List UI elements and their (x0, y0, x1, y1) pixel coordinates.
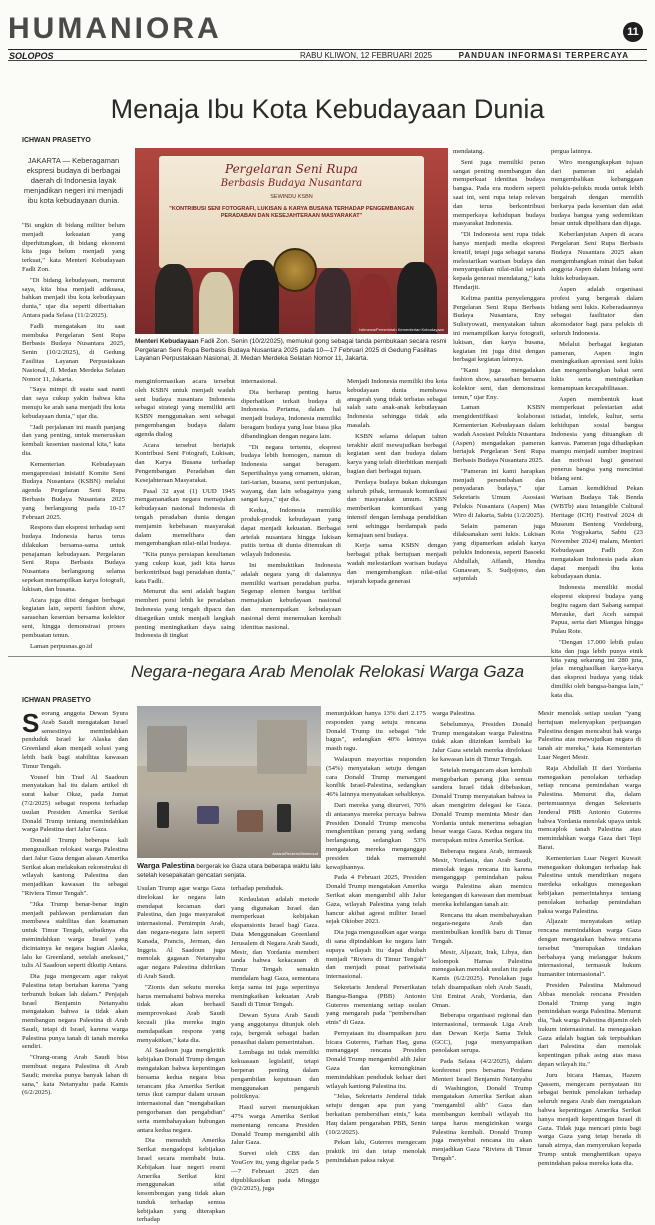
paragraph: Raja Abdullah II dari Yordania menegaskan penolakan terhadap setiap rencana pemindahan warga Palestina. Menurut dia, dalam pertemuannya dengan Sekretaris Jenderal PBB Antonio Guterres bahwa Yordania menolak upaya untuk mencaplok tanah Palestina atau memindahkan warga Gaza dari Tepi Barat. (538, 764, 641, 851)
paragraph: Menjadi Indonesia memiliki ibu kota kebudayaan dunia membawa anugerah yang tidak terbatas sebagai salah satu anak-anak kebudayaan Indonesia sehingga tidak ada masalah. (347, 378, 447, 429)
article1-caption (135, 338, 448, 364)
paragraph: Hasil survei menunjukkan 47% warga Amerika Serikat menentang rencana Presiden Donald Trump mengambil alih Jalur Gaza. (231, 1104, 319, 1147)
caption-text: bergerak ke Gaza utara beberapa waktu lalu setelah kesepakatan gencatan senjata. (137, 863, 321, 879)
paragraph: Kedaulatan adalah metode yang digunakan Israel dan memperkuat kebijakan ekspansionis Israel bagi Gaza. Data Menggunakan Greenland Jerusalem di Negara Arab Saudi, Mesir, dan Yordania memberi tanda bahwa kekacauan di Timur Tengah semakin mendalam bagi Gaza, sementara kerja sama ini juga sepertinya meningkatkan kekuatan Arab Saudi di Timur Tengah. (231, 895, 319, 1009)
paragraph: Dia berharap penting harus diperhatikan terkait budaya di Indonesia. Pertama, dalam hal menjadi budaya, Indonesia memiliki beragam budaya yang luar biasa jika dibandingkan dengan negara lain. (241, 388, 341, 440)
article1-lead: JAKARTA — Keberagaman ekspresi budaya di berbagai daerah di Indonesia layak menjadikan negeri ini menjadi ibu kota kebudayaan dunia. (23, 156, 124, 205)
person-figure (397, 262, 437, 334)
paragraph: Acara tersebut bertajuk Kontribusi Seni Fotografi, Lukisan, dan Karya Busana terhadap Pengembangan Peradaban dan Kesejahteraan Masyarakat. (135, 441, 235, 484)
paragraph: "Jika Trump benar-benar ingin menjadi pahlawan perdamaian dan membawa stabilitas dan keamanan untuk Timur Tengah, sebaiknya dia memindahkan warga Israel yang dicintainya ke negara bagian Alaska, lalu ke Greenland, setelah aneksasi," tulis Al Saadoun seperti dikutip Antara. (22, 900, 128, 970)
paragraph: Kementerian Luar Negeri Kuwait menegaskan dukungan terhadap hak Palestina untuk mendirikan negara merdeka sekaligus menegaskan kebijakan pemerintahnya tentang penolakan terhadap pemindahan paksa warga Palestina. (538, 854, 641, 915)
paragraph: "Bi ungkin di bidang militer belum menjadi kekuatan yang diperhitungkan, di bidang ekonomi kita juga belum menjadi yang terkuat," kata Menteri Kebudayaan Fadli Zon. (22, 222, 125, 273)
paragraph: Sebelumnya, Presiden Donald Trump mengatakan warga Palestina tidak akan diizinkan kembali ke Jalur Gaza setelah mereka direlokasi ke kawasan lain di Timur Tengah. (432, 720, 532, 763)
paragraph: Melalui berbagai kegiatan pameran, Aspen ingin meningkatkan apresiasi seni lukis dan mengembangkan bakat seni lukis serta meningkatkan kemampuan kecapabilitasan. (551, 340, 643, 392)
paragraph: "Dengan 17.000 lebih pulau kita dan juga lebih punya etnik kita yang sekarang ini 280 juta, jelas menghasilkan karya-karya dan ekspresi budaya yang tidak dimiliki oleh bangsa-bangsa lain," kata dia. (551, 639, 643, 699)
article1-col5 (453, 148, 545, 650)
photo-credit: Istimewa/Pemerintah Kementerian Kebudayaan (359, 327, 444, 332)
article2-col2 (137, 885, 225, 1224)
paragraph: Seorang anggota Dewan Syura Arab Saudi mengatakan Israel semestinya memindahkan penduduk Israel ke Alaska dan Greenland akan menjadi solusi yang lebih baik bagi stabilitas kawasan Timur Tengah. (22, 708, 128, 770)
cart (237, 810, 263, 832)
drop-cap: S (22, 708, 40, 738)
banner-title-1: Pergelaran Seni Rupa (225, 162, 358, 176)
paragraph: "Jelas, Sekretaris Jenderal tidak setuju dengan apa pun yang berkaitan pembersihan etnis," kata Haq dalam pengarahan PBB, Senin (10/2/2025). (326, 1093, 426, 1136)
paragraph: Keberlanjutan Aspen di acara Pergelaran Seni Rupa Berbasis Budaya Nusantara 2025 akan mengembangkan minat dan bakat anggota Aspen dalam bidang seni lukis kebudayaan. (551, 231, 643, 283)
person-figure (239, 260, 279, 334)
paragraph: Juru bicara Hamas, Hazem Qassem, mengecam pernyataan itu sebagai bentuk penolakan terhadap seluruh negara Arab dan mengatakan bahwa kepentingan Amerika Serikat hanya menjadi kepentingan Israel di Gaza. Tidak juga mencari pintu bagi warga Gaza yang tetap berada di tanah airnya, dan menyerukan kepada Trump untuk menghentikan upaya pemindahan paksa mereka kata dia. (538, 1071, 641, 1167)
paragraph: Aspen adalah organisasi profesi yang bergerak dalam bidang seni lukis. Keberadaannya sebagai fasilitator dan akomodator bagi para pelukis di seluruh Indonesia. (551, 285, 643, 337)
article2-photo (137, 706, 321, 858)
paragraph: Dia juga mengecam agar rakyat Palestina tetap bertahan karena "yang terbunuh bukan lah dalam." Penjajah Israel Benjamin Netanyahu mengatakan bahwa ia tidak akan membangun negara Palestina di Arab Saudi, tetapi di Israel, karena warga Palestina punya tanah di tanah mereka sendiri. (22, 973, 128, 1051)
person-figure (155, 264, 193, 334)
caption-title: Menteri Kebudayaan (135, 338, 199, 345)
person-figure (277, 804, 291, 832)
paragraph: Kementerian Kebudayaan mengapresiasi inisiatif Komite Seni Budaya Nusantara (KSBN) melalui agenda Pergelaran Seni Rupa Berbasis Budaya Nusantara 2025 yang berlangsung pada 10-17 Februari 2025. (22, 460, 125, 521)
paragraph: Lembaga ini tidak memiliki kekuasaan legislatif, tetapi berperan penting dalam pengambilan keputusan dan menggunakan pengaruh politiknya. (231, 1049, 319, 1101)
article2-col5 (432, 710, 532, 1163)
paragraph: Sekretaris Jenderal Perserikatan Bangsa-Bangsa (PBB) Antonio Guterres menentang setiap usulan yang mengarah pada "pembersihan etnis" di Gaza. (326, 983, 426, 1027)
paragraph: warga Palestina. (432, 710, 476, 717)
paragraph: Beberapa negara Arab, termasuk Mesir, Yordania, dan Arab Saudi, menolak tegas rencana itu karena menganggap pemindahan paksa warga Palestina akan memicu ketegangan di kawasan dan membuat mereka kehilangan tanah air. (432, 847, 532, 908)
paragraph: pergua lainnya. (551, 148, 593, 155)
paragraph: Dari mereka yang disurvei, 70% di antaranya mereka percaya bahwa Presiden Donald Trump mencoba menghentikan perang yang sedang berlangsung, sedangkan 53% mengatakan mereka menganggap presiden tidak memenuhi kewajibannya. (326, 801, 426, 871)
paragraph: Survei oleh CBS dan YouGov itu, yang digelar pada 5—7 Februari 2025 dan dipublikasikan pada Minggu (9/2/2025), juga (231, 1150, 319, 1193)
paragraph: "Di bidang kebudayaan, menurut saya, kita bisa menjadi adikuasa, bahkan menjadi ibu kota kebudayaan dunia," ujar dia seperti diberitakan Antara pada Selasa (11/2/2025). (22, 276, 125, 319)
caption-title: Warga Palestina (137, 861, 195, 870)
caption-text: Fadli Zon. Senin (10/2/2025), memukul gong sebagai tanda pembukaan secara resmi Pergelaran Seni Rupa Berbasis Budaya Nusantara 2025 pada 10—17 Februari 2025 di Gedung Fasilitas Layanan Perpustakaan Nasional, Jl. Medan Merdeka Selatan Nomor 11, Jakarta. (135, 338, 447, 362)
paragraph: internasional. (241, 378, 278, 385)
gong (273, 248, 317, 292)
person-figure (199, 272, 233, 334)
paragraph: Dewan Syura Arab Saudi yang anggotanya ditunjuk oleh raja, bergerak sebagai badan penasihat dalam pemerintahan. (231, 1012, 319, 1046)
paragraph: "Di Indonesia seni rupa tidak hanya menjadi media ekspresi kreatif, tetapi juga sebagai sarana melestarikan warisan budaya dan menyampaikan nilai-nilai sejarah kepada generasi mendatang," kata Hendarjit. (453, 231, 545, 291)
person-figure (357, 274, 391, 334)
paragraph: Dia juga mengusulkan agar warga di sana dipindahkan ke negara lain supaya wilayah itu dapat diubah menjadi "Riviera di Timur Tengah" dan menjadi pusat pariwisata internasional. (326, 929, 426, 981)
person-figure (157, 802, 169, 828)
paragraph: Menurut dia seni adalah bagian memberi porsi lebih ke peradaban Indonesia yang tengah dipacu dan ditargetkan untuk menjadi langkah penting meningkatkan daya saing Indonesia di tingkat (135, 588, 235, 640)
paragraph: "Pameran ini kami harapkan menjadi persembahan dan penyadaran budaya," ujar Sekretaris Umum Asosiasi Pelukis Nusantara (Aspen) Mas Wiro di Jakarta, Sabtu (1/2/2025). (453, 467, 545, 519)
paragraph: Beberapa organisasi regional dan internasional, termasuk Liga Arab dan Dewan Kerja Sama Teluk (GCC), juga menyampaikan penolakan serupa. (432, 1012, 532, 1055)
article1-col4 (347, 378, 447, 650)
article1-col6 (551, 148, 643, 699)
paragraph: Wiro mengungkapkan tujuan dari pameran ini adalah mengembalikan kebanggaan pelukis-pelukis muda untuk lebih bergairah dengan memilih berkarya pada kesenian dan adat budaya bangsa yang sedemikian besar untuk dipelihara dan dijaga. (551, 158, 643, 228)
section-title: HUMANIORA (8, 12, 222, 45)
paragraph: mendatang. (453, 148, 485, 155)
article1-headline: Menaja Ibu Kota Kebudayaan Dunia (110, 94, 545, 124)
paragraph: Indonesia memiliki modal ekspresi ekspresi budaya yang begitu ragam dari Sabang sampai Merauke, dari Aceh sampai Papua, serta dari Miangas hingga Pulau Rote. (551, 584, 643, 636)
paragraph: Usulan Trump agar warga Gaza direlokasi ke negara lain mendapat kecaman dari Palestina, dan juga masyarakat internasional. Pemimpin Arab, dan negara-negara lain seperti Kanada, Prancis, Jerman, dan Inggris. Al Saadoun juga menolak gagasan Netanyahu agar negara Palestina didirikan di Arab Saudi. (137, 885, 225, 980)
article2-byline: ICHWAN PRASETYO (22, 697, 91, 704)
article2-col3 (231, 885, 319, 1193)
brand-logo: SOLOPOS (9, 51, 54, 61)
masthead-rule-lower (8, 60, 647, 61)
banner-subtitle: SEWINDU KSBN (270, 194, 313, 200)
paragraph: Dia menuduh Amerika Serikat mengadopsi kebijakan Israel secara membabi buta. Kebijakan luar negeri resmi Amerika Serikat kini menggunakan sifat kesombongan yang tidak akan tunduk terhadap semua kebijakan yang diterapkan terhadap (137, 1137, 225, 1224)
person-figure (197, 806, 219, 824)
ruined-building (147, 726, 187, 772)
paragraph: Laman perpusnas.go.id (30, 642, 93, 650)
ruined-building (257, 720, 307, 774)
masthead-rule (8, 49, 647, 50)
paragraph: Setelah mengancam akan kembali mengobarkan perang jika semua sandera Israel tidak dibebaskan, Donald Trump menyatakan bahwa ia akan mengirim delegasi ke Gaza. Donald Trump meminta Mesir dan Yordania untuk menerima sebagian besar warga Gaza. Kedua negara itu merupakan mitra Amerika Serikat. (432, 766, 532, 845)
paragraph: Yousef bin Trad Al Saadoun menyatakan hal itu dalam artikel di surat kabar Okaz, pada Jumat (7/2/2025) sebagai respons terhadap usulan Presiden Amerika Serikat Donald Trump tentang memindahkan warga Palestina dari Jalur Gaza. (22, 773, 128, 834)
article1-photo (135, 148, 448, 334)
paragraph: Pernyataan itu disampaikan juru bicara Guterres, Farhan Haq, guna menanggapi rencana Presiden Donald Trump mengambil alih Jalur Gaza dan kemungkinan memindahkan penduduk keluar dari wilayah kantong Palestina itu. (326, 1029, 426, 1090)
paragraph: Pada 4 Februari 2025, Presiden Donald Trump mengatakan Amerika Serikat akan mengambil alih Jalur Gaza, wilayah Palestina yang telah hancur akibat agresi militer Israel sejak Oktober 2023. (326, 874, 426, 926)
article2-caption (137, 862, 321, 880)
paragraph: Donald Trump beberapa kali mengusulkan relokasi warga Palestina dari Jalur Gaza dengan alasan Amerika Serikat akan melakukan rekonstruksi di wilayah kantong Palestina dan menjadikan kawasan itu sebagai "Riviera Timur Tengah". (22, 837, 128, 897)
paragraph: KSBN selama delapan tahun terakhir aktif mewujudkan berbagai kegiatan seni dan budaya dalam karya yang telah diterbitkan menjadi bagian dari berbagai tujuan. (347, 432, 447, 475)
paragraph: Mesir, Aljazair, Irak, Libya, dan kelompok Hamas Palestina menegaskan menolak usulan itu pada Kamis (6/2/2025). Penolakan juga telah disampaikan oleh Arab Saudi, Uni Emirat Arab, Yordania, dan Oman. (432, 948, 532, 1009)
paragraph: "Jadi perjalanan ini masih panjang dan yang penting, untuk meneruskan kembali kesenian nasional kita," kata dia. (22, 423, 125, 457)
paragraph: "Kami juga mengadakan fashion show, sarasehan bersama kolektor seni, dan demonstrasi tenun," ujar Eny. (453, 367, 545, 401)
tagline: PANDUAN INFORMASI TERPERCAYA (458, 51, 629, 60)
page-number: 11 (623, 22, 643, 42)
banner-text: "KONTRIBUSI SENI FOTOGRAFI, LUKISAN & KARYA BUSANA TERHADAP PENGEMBANGAN PERADABAN DAN KESEJAHTERAAN MASYARAKAT" (169, 206, 414, 219)
paragraph: Laman kemdikbud Pekan Warisan Budaya Tak Benda (WBTb) atau Intangible Cultural Heritage (ICH) Festival 2024 di Museum Benteng Vredeburg, Kota Yogyakarta, Sabtu (23 November 2024) malam, Menteri Kebudayaan Fadli Zon mengatakan Indonesia pada akan dapat menjadi ibu kota kebudayaan dunia. (551, 485, 643, 581)
article1-byline: ICHWAN PRASETYO (22, 137, 91, 144)
paragraph: terhadap penduduk. (231, 885, 284, 892)
paragraph: "Kita punya persiapan kesultanan yang cukup kuat, jadi kita harus berkontribusi bagi peradaban dunia," kata Fadli. (135, 551, 235, 585)
banner-title-2: Berbasis Budaya Nusantara (220, 178, 363, 189)
person-figure (315, 268, 351, 334)
paragraph: menginformasikan acara tersebut oleh KSBN untuk menjadi wadah seni budaya nusantara Indonesia sebagai strategi yang memiliki arti KSBN menggunakan seni sebagai pengembangan budaya dalam agenda dialog (135, 378, 235, 438)
article1-col2 (135, 378, 235, 650)
paragraph: Aspen membentuk kuat memperkuat pelestarian adat istiadat, intelek, kultur, serta kehidupan sosial bangsa Indonesia yang dituangkan di kanvas. Pameran juga dihadapkan mampu menjadi sumber inspirasi dan motivasi bagi generasi penerus bangsa yang mencintai bidang seni. (551, 395, 643, 482)
paragraph: menunjukkan hanya 13% dari 2.175 responden yang setuju rencana Donald Trump itu sebagai "ide bagus", sedangkan 40% lainnya masih ragu. (326, 710, 426, 753)
paragraph: Al Saadoun juga mengkritik kebijakan Donald Trump dengan mengatakan bahwa kepentingan bersama kedua negara bisa terancam jika Amerika Serikat terus ikut campur dalam urusan internasional dan "mengabaikan pengorbanan dan pengabdian" serta membahayakan hubungan antara kedua negara. (137, 1047, 225, 1134)
paragraph: Pasal 32 ayat (1) UUD 1945 mengamanatkan negara memajukan kebudayaan nasional Indonesia di tengah peradaban dunia dengan menjamin kebebasan masyarakat dalam memelihara dan mengembangkan nilai-nilai budaya. (135, 487, 235, 548)
paragraph: Rencana itu akan membahayakan negara-negara Arab dan menimbulkan konflik baru di Timur Tengah. (432, 911, 532, 945)
article1-col1 (22, 222, 125, 650)
paragraph: "Saya mimpi di suatu saat nanti dan saya cukup yakin bahwa kita menuju ke arah sana menjadi ibu kota kebudayaan dunia," ujar dia. (22, 386, 125, 420)
paragraph: "Zionis dan sekutu mereka harus memahami bahwa mereka tidak akan berhasil memprovokasi Arab Saudi kecuali jika mereka ingin mendapatkan respons yang menyakitkan," kata dia. (137, 983, 225, 1044)
paragraph: Kedua, Indonesia memiliki produk-produk kebudayaan yang dapat menjadi kekuatan. Berbagai artefak nusantara hingga lukisan puitis tertua di dunia ditemukan di wilayah Indonesia. (241, 507, 341, 559)
paragraph: Respons dan ekspresi terhadap seni budaya Indonesia harus terus dilakukan bersama-sama untuk penajaman kebudayaan. Pergelaran Seni Rupa Berbasis Budaya Nusantara berlangsung selama sepekan menampilkan karya fotografi, lukisan, dan busana. (22, 524, 125, 593)
issue-date: RABU KLIWON, 12 FEBRUARI 2025 (300, 51, 433, 60)
section-divider (8, 656, 647, 657)
paragraph: Kerja sama KSBN dengan berbagai pihak bertujuan menjadi wadah melestarikan warisan budaya dan mengembangkan nilai-nilai sejarah kepada generasi (347, 542, 447, 585)
paragraph: Ini membuktikan Indonesia adalah negara yang di dalamnya memiliki warisan peradaban purba. Segenap elemen bangsa terlibat memajukan kebudayaan nasional dan menempatkan kebudayaan nasional demi menemukan kembali identitas nasional. (241, 561, 341, 631)
article2-col1 (22, 710, 128, 1140)
paragraph: Selain pameran juga dilaksanakan seni lukis. Lukisan yang dipamerkan adalah karya pelukis Indonesia, seperti Basoeki Abdullah, Affandi, Hendra Gunawan, S. Sudjojono, dan sejumlah (453, 522, 545, 583)
paragraph: Seni juga memiliki peran sangat penting membangun dan memperkuat identitas budaya bangsa. Pada era modern seperti saat ini, seni rupa tetap relevan dan terus berkontribusi memperkaya kehidupan budaya masyarakat Indonesia. (453, 158, 545, 228)
photo-credit: Antara/Reuters/Mahmoud (272, 851, 318, 856)
paragraph: Presiden Palestina Mahmoud Abbas menolak rencana Presiden Donald Trump yang ingin pemindahan warga Palestina. Menurut dia, "hak warga Palestina dijamin oleh hukum internasional. Ia menegaskan Gaza adalah bagian tak terpisahkan dari Palestina dan menolak kepentingan pihak asing atas masa depan wilayah itu." (538, 981, 641, 1069)
paragraph: Perdaya budaya bukan dukungan seluruh pihak, termasuk komunikasi dan masyarakat umum. KSBN memberikan komunikasi yang intensif dengan lembaga pendidikan seni sehingga berdampak pada kemajuan seni budaya. (347, 478, 447, 539)
paragraph: Aljazair menyatakan setiap rencana memindahkan warga Gaza dengan mengatakan bahwa rencana tersebut "merupakan tindakan berbahaya yang melanggar hukum internasional, termasuk hukum humaniter internasional". (538, 918, 641, 979)
paragraph: Walaupun mayoritas responden (54%) menyatakan setuju dengan cara Donald Trump menangani konflik Israel-Palestina, sedangkan 46% lainnya menyatakan sebaliknya. (326, 755, 426, 799)
paragraph: Pada Selasa (4/2/2025), dalam konferensi pers bersama Perdana Menteri Israel Benjamin Netanyahu di Washington, Donald Trump mengatakan Amerika Serikat akan "mengambil alih" Gaza dan membangun kembali wilayah itu tanpa harus mengizinkan warga Palestina kembali. Donald Trump juga menyebut rencana itu akan menjadikan Gaza "Riviera di Timur Tengah". (432, 1058, 532, 1163)
paragraph: Fadli mengatakan itu saat membuka Pergelaran Seni Rupa Berbasis Budaya Nusantara 2025, Senin (10/2/2025), di Gedung Fasilitas Layanan Perpustakaan Nasional, Jl. Medan Merdeka Selatan Nomor 11, Jakarta. (22, 322, 125, 383)
article2-headline: Negara-negara Arab Menolak Relokasi Warga Gaza (130, 662, 525, 681)
article1-col3 (241, 378, 341, 650)
paragraph: Pekan lalu, Guterres mengecam praktik ini dan tetap menolak pemindahan paksa rakyat (326, 1139, 426, 1165)
paragraph: Mesir menolak setiap usulan "yang bertujuan melenyapkan perjuangan Palestina dengan mencabut hak warga Palestina atas mewujudkan negara di tanah air mereka," kata Kementerian Luar Negeri Mesir. (538, 710, 641, 761)
paragraph: "Di negara tertentu, ekspresi budaya lebih homogen, namun di Indonesia sangat beragam. Sepertihalnya yang ornamen, ukiran, tari-tarian, busana, seni pertunjukan, wayang, dan lain sebagainya yang sangat kaya," ujar dia. (241, 443, 341, 504)
paragraph: Laman KSBN mengidentifikasi kolaborasi Kementerian Kebudayaan dalam wadah Asosiasi Pelukis Nusantara (Aspen) mengadakan pameran bertajuk Pergelaran Seni Rupa Berbasis Budaya Nusantara 2025. (453, 404, 545, 465)
paragraph: Acara juga diisi dengan berbagai kegiatan lain, seperti fashion show, sarasehan kesenian bersama kolektor seni, hingga demonstrasi proses pembuatan tenun. (22, 596, 125, 639)
paragraph: "Orang-orang Arab Saudi bisa membuat negara Palestina di Arab Saudi; mereka punya banyak lahan di sana," kata Netanyahu pada Kamis (6/2/2025). (22, 1054, 128, 1097)
paragraph: Kelima panitia penyelenggara Pergelaran Seni Rupa Berbasis Budaya Nusantara, Eny Sulistyowati, menyatakan tahun ini menampilkan karya fotografi, lukisan, dan karya busana, kegiatan ini juga diisi dengan berbagai kegiatan lainnya. (453, 294, 545, 364)
article2-col4 (326, 710, 426, 1165)
article2-col6 (538, 710, 641, 1167)
